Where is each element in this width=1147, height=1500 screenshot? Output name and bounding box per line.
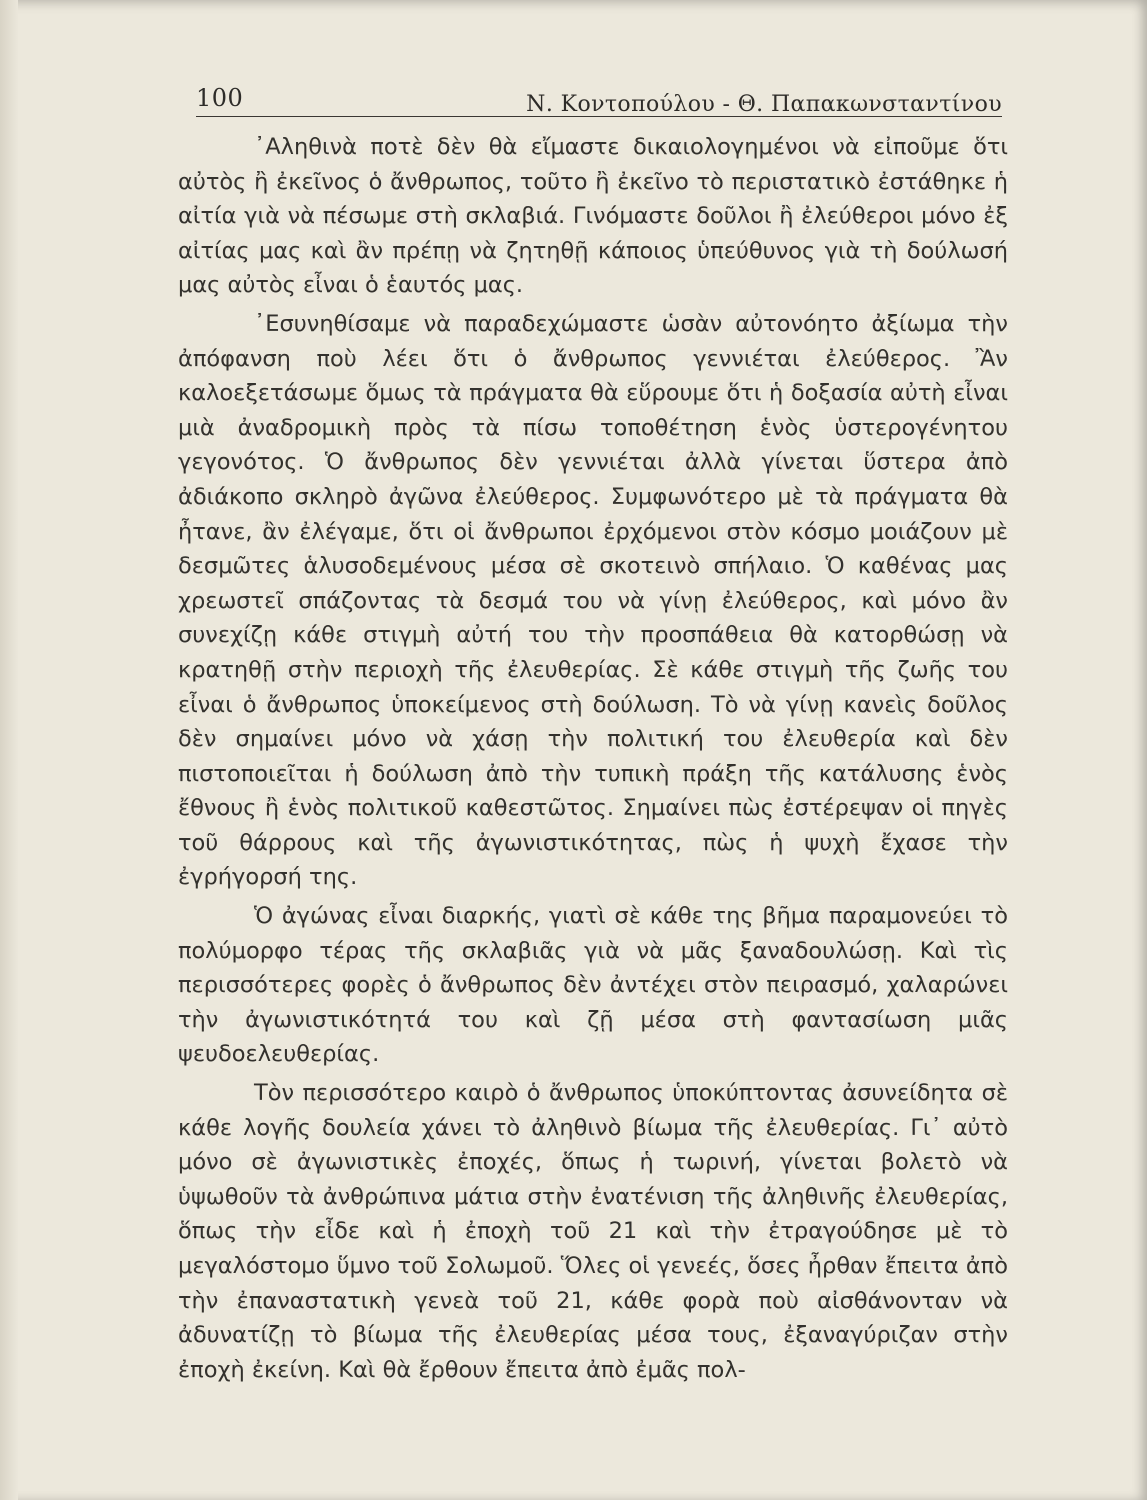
paragraph-3: Ὁ ἀγώνας εἶναι διαρκής, γιατὶ σὲ κάθε της βῆμα παραμονεύει τὸ πολύμορφο τέρας τῆς σκλαβιᾶς γιὰ νὰ μᾶς ξαναδουλώσῃ. Καὶ τὶς περισσότερες φορὲς ὁ ἄνθρωπος δὲν ἀντέχει στὸν πειρασμό, χαλαρώνει τὴν ἀγωνιστικότητά του καὶ ζῇ μέσα στὴ φαντασίωση μιᾶς ψευδοελευθερίας. <box>178 903 1008 1068</box>
header-rule <box>196 116 1002 117</box>
page-edge <box>0 0 18 1500</box>
running-head <box>196 78 1002 118</box>
running-head-authors: Ν. Κοντοπούλου - Θ. Παπακωνσταντίνου <box>526 92 1002 117</box>
body-text <box>178 130 1008 1387</box>
page-number: 100 <box>196 84 244 112</box>
paragraph-2: ᾿Εσυνηθίσαμε νὰ παραδεχώμαστε ὡσὰν αὐτονόητο ἀξίωμα τὴν ἀπόφανση ποὺ λέει ὅτι ὁ ἄνθρωπος γεννιέται ἐλεύθερος. Ἂν καλοεξετάσωμε ὅμως τὰ πράγματα θὰ εὕρουμε ὅτι ἡ δοξασία αὐτὴ εἶναι μιὰ ἀναδρομικὴ πρὸς τὰ πίσω τοποθέτηση ἑνὸς ὑστερογένητου γεγονότος. Ὁ ἄνθρωπος δὲν γεννιέται ἀλλὰ γίνεται ὕστερα ἀπὸ ἀδιάκοπο σκληρὸ ἀγῶνα ἐλεύθερος. Συμφωνότερο μὲ τὰ πράγματα θὰ ἦτανε, ἂν ἐλέγαμε, ὅτι οἱ ἄνθρωποι ἐρχόμενοι στὸν κόσμο μοιάζουν μὲ δεσμῶτες ἁλυσοδεμένους μέσα σὲ σκοτεινὸ σπήλαιο. Ὁ καθένας μας χρεωστεῖ σπάζοντας τὰ δεσμά του νὰ γίνῃ ἐλεύθερος, καὶ μόνο ἂν συνεχίζῃ κάθε στιγμὴ αὐτή του τὴν προσπάθεια θὰ κατορθώσῃ νὰ κρατηθῇ στὴν περιοχὴ τῆς ἐλευθερίας. Σὲ κάθε στιγμὴ τῆς ζωῆς του εἶναι ὁ ἄνθρωπος ὑποκείμενος στὴ δούλωση. Τὸ νὰ γίνῃ κανεὶς δοῦλος δὲν σημαίνει μόνο νὰ χάσῃ τὴν πολιτική του ἐλευθερία καὶ δὲν πιστοποιεῖται ἡ δούλωση ἀπὸ τὴν τυπικὴ πράξη τῆς κατάλυσης ἑνὸς ἔθνους ἢ ἑνὸς πολιτικοῦ καθεστῶτος. Σημαίνει πὼς ἐστέρεψαν οἱ πηγὲς τοῦ θάρρους καὶ τῆς ἀγωνιστικότητας, πὼς ἡ ψυχὴ ἔχασε τὴν ἐγρήγορσή της. <box>178 310 1008 891</box>
paragraph-4: Τὸν περισσότερο καιρὸ ὁ ἄνθρωπος ὑποκύπτοντας ἀσυνείδητα σὲ κάθε λογῆς δουλεία χάνει τὸ ἀληθινὸ βίωμα τῆς ἐλευθερίας. Γι᾿ αὐτὸ μόνο σὲ ἀγωνιστικὲς ἐποχές, ὅπως ἡ τωρινή, γίνεται βολετὸ νὰ ὑψωθοῦν τὰ ἀνθρώπινα μάτια στὴν ἐνατένιση τῆς ἀληθινῆς ἐλευθερίας, ὅπως τὴν εἶδε καὶ ἡ ἐποχὴ τοῦ 21 καὶ τὴν ἐτραγούδησε μὲ τὸ μεγαλόστομο ὕμνο τοῦ Σολωμοῦ. Ὅλες οἱ γενεές, ὅσες ἦρθαν ἔπειτα ἀπὸ τὴν ἐπαναστατικὴ γενεὰ τοῦ 21, κάθε φορὰ ποὺ αἰσθάνονταν νὰ ἀδυνατίζῃ τὸ βίωμα τῆς ἐλευθερίας μέσα τους, ἐξαναγύριζαν στὴν ἐποχὴ ἐκείνη. Καὶ θὰ ἔρθουν ἔπειτα ἀπὸ ἐμᾶς πολ- <box>178 1080 1008 1383</box>
paragraph-1: ᾿Αληθινὰ ποτὲ δὲν θὰ εἴμαστε δικαιολογημένοι νὰ εἰποῦμε ὅτι αὐτὸς ἢ ἐκεῖνος ὁ ἄνθρωπος, τοῦτο ἢ ἐκεῖνο τὸ περιστατικὸ ἐστάθηκε ἡ αἰτία γιὰ νὰ πέσωμε στὴ σκλαβιά. Γινόμαστε δοῦλοι ἢ ἐλεύθεροι μόνο ἐξ αἰτίας μας καὶ ἂν πρέπῃ νὰ ζητηθῇ κάποιος ὑπεύθυνος γιὰ τὴ δούλωσή μας αὐτὸς εἶναι ὁ ἑαυτός μας. <box>178 134 1008 299</box>
